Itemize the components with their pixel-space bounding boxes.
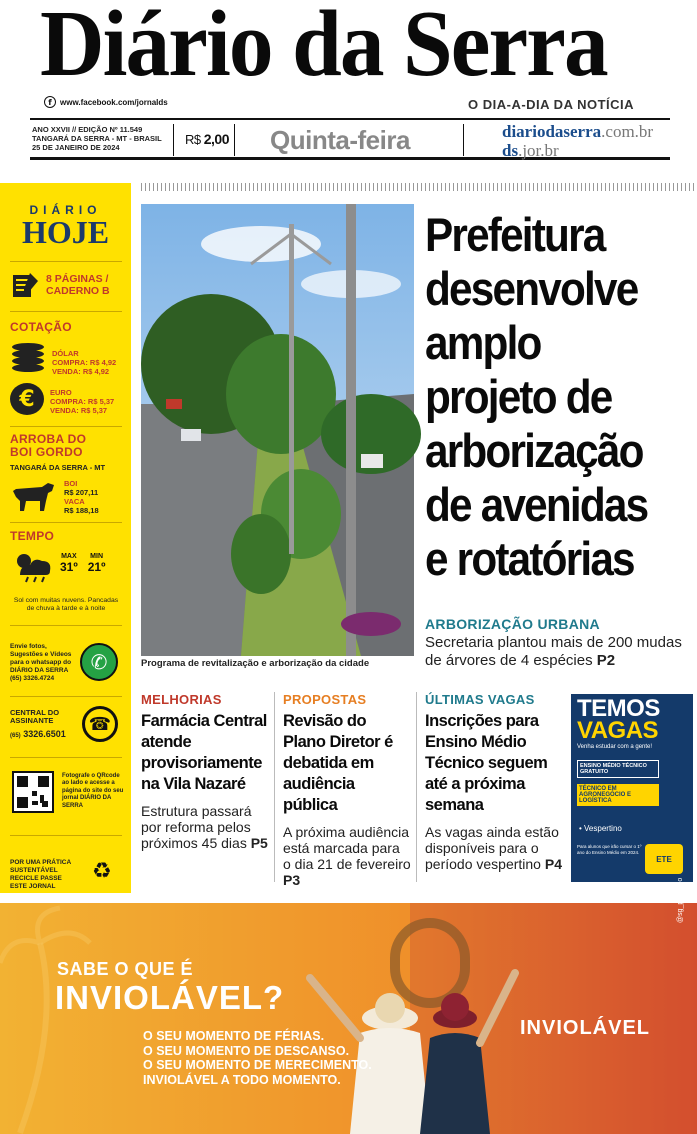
divider <box>10 261 122 262</box>
story-melhorias[interactable] <box>141 692 269 851</box>
vaca-label: VACA <box>64 497 85 506</box>
divider <box>10 757 122 758</box>
euro-venda: VENDA: R$ 5,37 <box>50 406 108 415</box>
ad-line2: INVIOLÁVEL? <box>55 979 285 1016</box>
decorative-stripes <box>141 183 697 191</box>
dolar-values <box>52 343 116 376</box>
story-summary <box>283 824 411 888</box>
story-headline: Inscrições para Ensino Médio Técnico seguem até a próxima semana <box>425 712 548 814</box>
whatsapp-button[interactable] <box>80 643 118 681</box>
arroba-quote <box>10 479 99 515</box>
sidebar-diario-hoje <box>0 183 131 893</box>
story-summary <box>425 824 565 872</box>
column-divider <box>416 692 417 882</box>
euro-label: EURO <box>50 388 72 397</box>
euro-icon: € <box>10 383 44 415</box>
partly-cloudy-rain-icon <box>10 549 54 583</box>
site2-main: ds <box>502 141 519 160</box>
arroba-title-2: BOI GORDO <box>10 445 83 459</box>
pages-section: CADERNO B <box>46 285 110 297</box>
column-divider <box>274 692 275 882</box>
ad-line1: SABE O QUE É <box>57 959 194 979</box>
edition-date: 25 DE JANEIRO DE 2024 <box>32 143 120 152</box>
arroba-location: TANGARÁ DA SERRA - MT <box>10 463 106 472</box>
ad-vagas-title <box>577 695 660 744</box>
max-label: MAX <box>61 553 77 560</box>
central-phone: 3326.6501 <box>23 729 66 739</box>
website-link-1[interactable] <box>502 122 653 141</box>
min-label: MIN <box>90 553 104 560</box>
ad-bullet: O SEU MOMENTO DE DESCANSO. <box>143 1043 350 1058</box>
edition-location: TANGARÁ DA SERRA - MT - BRASIL <box>32 134 162 143</box>
divider <box>10 835 122 836</box>
newspaper-logo[interactable]: Diário da Serra <box>40 0 607 96</box>
price-value: 2,00 <box>203 131 229 147</box>
main-page-ref[interactable]: P2 <box>596 652 616 669</box>
ad-vagas-box2: TÉCNICO EM AGRONEGÓCIO E LOGÍSTICA <box>577 784 659 806</box>
weather-note: Sol com muitas nuvens. Pancadas de chuva à tarde e à noite <box>13 597 119 612</box>
main-photo[interactable] <box>141 204 414 656</box>
sidebar-header <box>0 203 131 250</box>
phone-icon: ☎ <box>82 706 118 742</box>
ad-vagas-tagline: Venha estudar com a gente! <box>577 744 653 750</box>
vaca-value: R$ 188,18 <box>64 506 99 515</box>
divider <box>10 522 122 523</box>
temp-max <box>60 553 78 574</box>
sidebar-hoje: HOJE <box>21 214 110 250</box>
euro-quote <box>10 383 114 415</box>
divider <box>234 124 235 156</box>
ad-bullet: O SEU MOMENTO DE FÉRIAS. <box>143 1029 325 1043</box>
tempo-title: TEMPO <box>10 529 55 543</box>
central-title: CENTRAL DO ASSINANTE <box>10 708 60 725</box>
weather <box>10 549 105 583</box>
divider <box>173 124 174 156</box>
qr-code-icon <box>12 771 54 813</box>
story-headline: Farmácia Central atende provisoriamente na Vila Nazaré <box>141 712 267 793</box>
ad-bullet: O SEU MOMENTO DE MERECIMENTO. <box>143 1058 372 1072</box>
story-summary-text: A próxima audiência está marcada para o dia 21 de fevereiro <box>283 824 411 872</box>
ad-vagas-note: Para alunos que irão cursar o 1º ano do Ensino Médio em 2024. <box>577 844 642 855</box>
story-page-ref: P5 <box>250 835 268 851</box>
site2-suffix: .jor.br <box>518 141 559 160</box>
avenue-photo-illustration <box>141 204 414 656</box>
site1-main: diariodaserra <box>502 122 602 141</box>
slogan: O DIA-A-DIA DA NOTÍCIA <box>468 97 635 112</box>
euro-compra: COMPRA: R$ 5,37 <box>50 397 115 406</box>
story-page-ref: P4 <box>544 856 562 872</box>
sidebar-diario: DIÁRIO <box>29 203 102 217</box>
max-value: 31º <box>60 560 78 574</box>
whatsapp-text: Envie fotos, Sugestões e Vídeos para o whatsapp do DIÁRIO DA SERRA (65) 3326.4724 <box>10 643 72 682</box>
facebook-icon: f <box>44 96 56 108</box>
story-kicker: PROPOSTAS <box>283 692 367 707</box>
ad-handle: @sg_pmatsuo <box>677 877 684 923</box>
qr-code[interactable] <box>12 771 54 813</box>
story-kicker: MELHORIAS <box>141 692 222 707</box>
divider <box>10 426 122 427</box>
edition-bar <box>30 118 670 160</box>
site1-suffix: .com.br <box>601 122 654 141</box>
website-links <box>502 122 653 160</box>
ad-brand-logo: INVIOLÁVEL <box>520 1017 651 1039</box>
boi-label: BOI <box>64 479 78 488</box>
story-headline: Revisão do Plano Diretor é debatida em audiência pública <box>283 712 393 814</box>
recycle-icon: ♻ <box>92 859 112 884</box>
arroba-title-1: ARROBA DO <box>10 432 87 446</box>
dolar-label: DÓLAR <box>52 349 79 358</box>
divider <box>10 625 122 626</box>
story-ultimas-vagas[interactable] <box>425 692 565 872</box>
divider <box>10 311 122 312</box>
whatsapp-icon: ✆ <box>80 643 118 681</box>
qr-text: Fotografe o QRcode ao lado e acesse a página do site do seu jornal DIÁRIO DA SERRA <box>62 773 124 809</box>
recycle-text: POR UMA PRÁTICA SUSTENTÁVEL RECICLE PASSE ESTE JORNAL <box>10 859 71 890</box>
ad-temos-vagas[interactable] <box>571 694 693 882</box>
divider <box>463 124 464 156</box>
boi-value: R$ 207,11 <box>64 488 99 497</box>
facebook-url: www.facebook.com/jornalds <box>60 97 168 107</box>
ad-vagas-box1: ENSINO MÉDIO TÉCNICO GRATUITO <box>577 760 659 778</box>
ad-bullet: INVIOLÁVEL A TODO MOMENTO. <box>143 1072 341 1087</box>
phone-button[interactable] <box>82 706 118 742</box>
dolar-venda: VENDA: R$ 4,92 <box>52 367 110 376</box>
min-value: 21º <box>87 560 106 574</box>
newspaper-icon <box>10 271 40 299</box>
story-summary <box>141 803 269 851</box>
photo-caption: Programa de revitalização e arborização da cidade <box>141 658 370 669</box>
edition-number: ANO XXVII // EDIÇÃO Nº 11.549 <box>32 125 143 134</box>
main-deck <box>425 634 697 670</box>
pages-text <box>46 273 110 297</box>
facebook-link[interactable] <box>44 96 168 108</box>
website-link-2[interactable] <box>502 141 653 160</box>
central-phone-line <box>10 730 74 740</box>
story-summary-text: Estrutura passará por reforma pelos próximos 45 dias <box>141 803 252 851</box>
divider <box>10 696 122 697</box>
ad-vagas-bullet: • Vespertino <box>579 824 622 833</box>
temperatures <box>60 549 105 574</box>
dolar-compra: COMPRA: R$ 4,92 <box>52 358 117 367</box>
coins-icon <box>10 343 46 373</box>
ad-vagas-bullet-text: Vespertino <box>584 824 622 833</box>
ad-vagas-logo: ETE <box>645 844 683 874</box>
edition-info <box>32 125 162 152</box>
pages-count: 8 PÁGINAS / <box>46 273 109 285</box>
story-kicker: ÚLTIMAS VAGAS <box>425 692 535 707</box>
pages-info <box>10 271 110 299</box>
main-kicker: ARBORIZAÇÃO URBANA <box>425 616 600 632</box>
ad-vagas-title-1: TEMOS <box>577 695 660 722</box>
euro-values <box>50 383 114 415</box>
arroba-title <box>10 433 86 459</box>
price-currency: R$ <box>185 132 201 147</box>
main-deck-text: Secretaria plantou mais de 200 mudas de árvores de 4 espécies <box>425 634 682 669</box>
price <box>185 131 229 147</box>
main-headline[interactable]: Prefeitura desenvolve amplo projeto de arborização de avenidas e rotatórias <box>425 208 648 585</box>
central-phone-prefix: (65) <box>10 733 21 739</box>
cotacao-title: COTAÇÃO <box>10 320 72 334</box>
story-page-ref: P3 <box>283 872 301 888</box>
weekday: Quinta-feira <box>270 125 410 155</box>
dolar-quote <box>10 343 116 376</box>
temp-min <box>88 553 106 574</box>
ad-bullets <box>143 1029 372 1087</box>
central-assinante <box>10 709 74 740</box>
arroba-values <box>64 479 99 515</box>
story-summary-text: As vagas ainda estão disponíveis para o período vespertino <box>425 824 559 872</box>
story-propostas[interactable] <box>283 692 411 888</box>
cattle-icon <box>10 479 58 513</box>
ad-vagas-title-2: VAGAS <box>577 717 659 744</box>
masthead <box>0 0 697 165</box>
